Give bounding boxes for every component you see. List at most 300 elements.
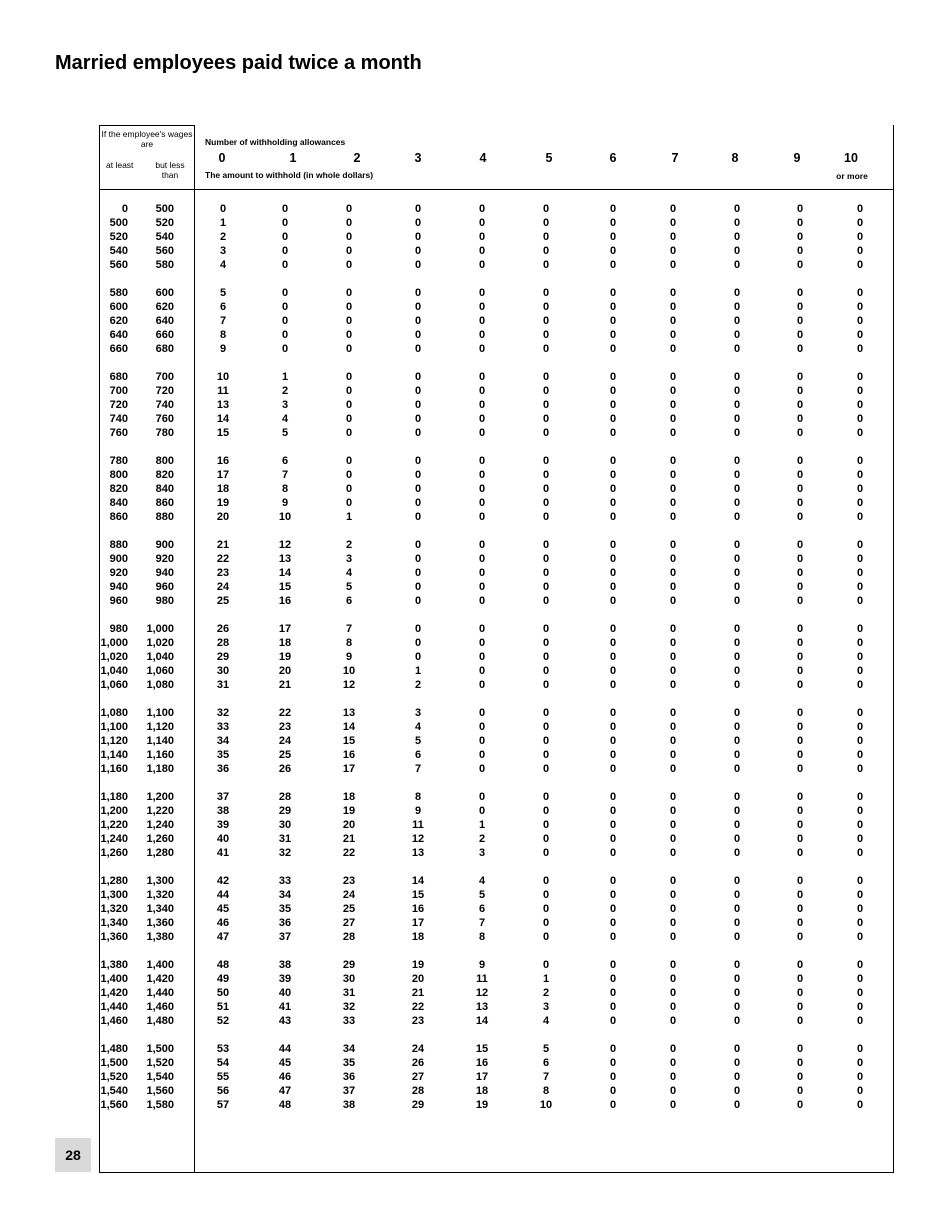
wage-at-least: 900: [109, 553, 128, 565]
allowance-column-header: 2: [353, 151, 361, 165]
wage-but-less-than: 940: [155, 567, 174, 579]
withholding-amount: 0: [796, 763, 804, 775]
withholding-amount: 25: [278, 749, 292, 761]
wage-at-least: 1,440: [100, 1001, 128, 1013]
withholding-amount: 6: [478, 903, 486, 915]
withholding-amount: 49: [216, 973, 230, 985]
withholding-amount: 0: [669, 791, 677, 803]
withholding-amount: 0: [542, 413, 550, 425]
withholding-amount: 0: [733, 217, 741, 229]
withholding-amount: 0: [542, 581, 550, 593]
withholding-amount: 0: [669, 973, 677, 985]
withholding-amount: 0: [733, 847, 741, 859]
but-less-than-label: but less than: [155, 160, 185, 180]
withholding-amount: 0: [669, 623, 677, 635]
withholding-amount: 0: [669, 1001, 677, 1013]
withholding-amount: 0: [733, 511, 741, 523]
withholding-amount: 0: [478, 651, 486, 663]
withholding-amount: 0: [856, 1001, 864, 1013]
withholding-amount: 0: [796, 833, 804, 845]
withholding-amount: 14: [216, 413, 230, 425]
withholding-amount: 18: [278, 637, 292, 649]
withholding-amount: 0: [478, 287, 486, 299]
withholding-amount: 0: [281, 315, 289, 327]
withholding-amount: 0: [542, 791, 550, 803]
withholding-amount: 0: [669, 651, 677, 663]
withholding-amount: 0: [856, 1099, 864, 1111]
withholding-amount: 2: [345, 539, 353, 551]
withholding-amount: 12: [475, 987, 489, 999]
at-least-label: at least: [106, 160, 134, 170]
wage-but-less-than: 1,580: [146, 1099, 174, 1111]
withholding-amount: 0: [478, 553, 486, 565]
withholding-amount: 0: [345, 231, 353, 243]
withholding-amount: 0: [796, 385, 804, 397]
withholding-amount: 8: [542, 1085, 550, 1097]
withholding-amount: 0: [856, 413, 864, 425]
withholding-amount: 29: [216, 651, 230, 663]
withholding-amount: 0: [669, 287, 677, 299]
wage-at-least: 940: [109, 581, 128, 593]
withholding-amount: 22: [216, 553, 230, 565]
wage-at-least: 520: [109, 231, 128, 243]
withholding-amount: 0: [796, 231, 804, 243]
wage-at-least: 1,040: [100, 665, 128, 677]
withholding-amount: 0: [856, 343, 864, 355]
withholding-amount: 4: [478, 875, 486, 887]
withholding-amount: 29: [278, 805, 292, 817]
withholding-amount: 0: [856, 203, 864, 215]
withholding-amount: 0: [609, 679, 617, 691]
wage-but-less-than: 540: [155, 231, 174, 243]
withholding-amount: 0: [733, 539, 741, 551]
withholding-amount: 0: [796, 329, 804, 341]
withholding-amount: 16: [216, 455, 230, 467]
withholding-amount: 0: [733, 581, 741, 593]
withholding-amount: 0: [796, 399, 804, 411]
withholding-amount: 26: [278, 763, 292, 775]
withholding-amount: 28: [342, 931, 356, 943]
withholding-amount: 0: [796, 469, 804, 481]
withholding-amount: 4: [281, 413, 289, 425]
withholding-amount: 0: [542, 315, 550, 327]
withholding-amount: 47: [278, 1085, 292, 1097]
withholding-amount: 10: [539, 1099, 553, 1111]
withholding-amount: 11: [217, 385, 229, 397]
withholding-amount: 8: [414, 791, 422, 803]
withholding-amount: 28: [216, 637, 230, 649]
withholding-amount: 0: [414, 469, 422, 481]
withholding-amount: 48: [216, 959, 230, 971]
wage-at-least: 500: [109, 217, 128, 229]
wage-at-least: 1,160: [100, 763, 128, 775]
withholding-amount: 0: [542, 497, 550, 509]
wage-at-least: 820: [109, 483, 128, 495]
withholding-amount: 0: [345, 329, 353, 341]
withholding-amount: 3: [478, 847, 486, 859]
withholding-amount: 0: [414, 413, 422, 425]
withholding-amount: 39: [216, 819, 230, 831]
wage-at-least: 1,460: [100, 1015, 128, 1027]
withholding-amount: 0: [796, 539, 804, 551]
withholding-amount: 36: [278, 917, 292, 929]
wage-but-less-than: 600: [155, 287, 174, 299]
withholding-amount: 0: [609, 301, 617, 313]
withholding-amount: 0: [733, 371, 741, 383]
withholding-amount: 0: [796, 1099, 804, 1111]
withholding-amount: 7: [542, 1071, 550, 1083]
wage-at-least: 620: [109, 315, 128, 327]
withholding-amount: 0: [414, 329, 422, 341]
withholding-amount: 0: [733, 973, 741, 985]
wage-at-least: 1,240: [100, 833, 128, 845]
withholding-amount: 17: [278, 623, 292, 635]
withholding-amount: 0: [345, 245, 353, 257]
wage-at-least: 1,400: [100, 973, 128, 985]
wage-but-less-than: 1,480: [146, 1015, 174, 1027]
withholding-amount: 0: [609, 217, 617, 229]
wage-but-less-than: 560: [155, 245, 174, 257]
withholding-amount: 0: [609, 245, 617, 257]
withholding-amount: 0: [733, 987, 741, 999]
withholding-amount: 0: [478, 567, 486, 579]
withholding-amount: 0: [733, 553, 741, 565]
withholding-amount: 20: [216, 511, 230, 523]
withholding-amount: 18: [216, 483, 230, 495]
wage-at-least: 1,380: [100, 959, 128, 971]
allowance-column-header: 1: [289, 151, 297, 165]
withholding-amount: 0: [609, 707, 617, 719]
withholding-amount: 0: [856, 245, 864, 257]
withholding-amount: 0: [796, 483, 804, 495]
withholding-amount: 0: [796, 1071, 804, 1083]
withholding-amount: 3: [281, 399, 289, 411]
withholding-amount: 0: [478, 511, 486, 523]
withholding-amount: 4: [219, 259, 227, 271]
wage-at-least: 1,000: [100, 637, 128, 649]
withholding-amount: 24: [278, 735, 292, 747]
withholding-amount: 0: [669, 399, 677, 411]
withholding-amount: 0: [733, 959, 741, 971]
wage-but-less-than: 1,560: [146, 1085, 174, 1097]
withholding-amount: 0: [669, 203, 677, 215]
withholding-amount: 0: [669, 231, 677, 243]
wage-but-less-than: 880: [155, 511, 174, 523]
withholding-amount: 56: [216, 1085, 230, 1097]
withholding-amount: 0: [733, 287, 741, 299]
withholding-amount: 0: [669, 1071, 677, 1083]
withholding-amount: 35: [278, 903, 292, 915]
withholding-amount: 7: [414, 763, 422, 775]
withholding-amount: 0: [478, 203, 486, 215]
withholding-amount: 0: [796, 455, 804, 467]
withholding-amount: 0: [733, 469, 741, 481]
wage-but-less-than: 1,140: [146, 735, 174, 747]
withholding-amount: 0: [414, 651, 422, 663]
withholding-amount: 0: [478, 455, 486, 467]
withholding-amount: 5: [345, 581, 353, 593]
wage-at-least: 1,420: [100, 987, 128, 999]
withholding-amount: 0: [796, 749, 804, 761]
withholding-amount: 24: [411, 1043, 425, 1055]
withholding-amount: 0: [669, 413, 677, 425]
withholding-amount: 0: [542, 203, 550, 215]
withholding-amount: 0: [856, 1085, 864, 1097]
wage-at-least: 860: [109, 511, 128, 523]
withholding-amount: 0: [669, 217, 677, 229]
withholding-amount: 0: [345, 343, 353, 355]
withholding-amount: 0: [542, 903, 550, 915]
withholding-amount: 0: [856, 875, 864, 887]
withholding-amount: 1: [219, 217, 227, 229]
withholding-amount: 0: [478, 721, 486, 733]
withholding-amount: 0: [733, 455, 741, 467]
withholding-amount: 28: [411, 1085, 425, 1097]
withholding-amount: 0: [733, 413, 741, 425]
withholding-amount: 0: [669, 301, 677, 313]
withholding-amount: 0: [609, 763, 617, 775]
withholding-amount: 35: [216, 749, 230, 761]
withholding-amount: 0: [414, 287, 422, 299]
withholding-amount: 0: [669, 805, 677, 817]
withholding-amount: 0: [733, 315, 741, 327]
withholding-amount: 24: [216, 581, 230, 593]
withholding-amount: 13: [216, 399, 230, 411]
withholding-amount: 0: [609, 791, 617, 803]
withholding-amount: 0: [733, 301, 741, 313]
withholding-amount: 0: [345, 259, 353, 271]
withholding-amount: 0: [414, 511, 422, 523]
withholding-amount: 0: [733, 763, 741, 775]
withholding-amount: 0: [609, 413, 617, 425]
withholding-amount: 0: [669, 665, 677, 677]
withholding-amount: 0: [669, 329, 677, 341]
withholding-amount: 0: [669, 833, 677, 845]
withholding-amount: 0: [669, 553, 677, 565]
wage-but-less-than: 780: [155, 427, 174, 439]
withholding-amount: 0: [609, 847, 617, 859]
withholding-amount: 55: [216, 1071, 230, 1083]
withholding-amount: 0: [414, 427, 422, 439]
withholding-amount: 0: [796, 1001, 804, 1013]
withholding-amount: 0: [796, 973, 804, 985]
withholding-amount: 0: [414, 567, 422, 579]
wage-but-less-than: 1,220: [146, 805, 174, 817]
wage-at-least: 880: [109, 539, 128, 551]
wage-but-less-than: 1,380: [146, 931, 174, 943]
withholding-amount: 0: [733, 483, 741, 495]
withholding-amount: 9: [414, 805, 422, 817]
withholding-amount: 0: [733, 679, 741, 691]
withholding-amount: 19: [342, 805, 356, 817]
withholding-amount: 0: [733, 707, 741, 719]
withholding-amount: 0: [542, 917, 550, 929]
withholding-amount: 7: [345, 623, 353, 635]
withholding-amount: 1: [478, 819, 486, 831]
withholding-amount: 15: [216, 427, 230, 439]
withholding-amount: 0: [796, 623, 804, 635]
withholding-amount: 0: [856, 651, 864, 663]
wage-at-least: 1,560: [100, 1099, 128, 1111]
withholding-amount: 0: [796, 1057, 804, 1069]
wage-but-less-than: 1,060: [146, 665, 174, 677]
withholding-amount: 0: [478, 469, 486, 481]
withholding-amount: 8: [478, 931, 486, 943]
wage-but-less-than: 500: [155, 203, 174, 215]
withholding-amount: 16: [278, 595, 292, 607]
withholding-amount: 0: [414, 497, 422, 509]
withholding-amount: 0: [733, 665, 741, 677]
withholding-amount: 0: [542, 329, 550, 341]
wage-at-least: 960: [109, 595, 128, 607]
wage-at-least: 1,340: [100, 917, 128, 929]
wage-but-less-than: 1,080: [146, 679, 174, 691]
withholding-amount: 22: [278, 707, 292, 719]
wage-but-less-than: 620: [155, 301, 174, 313]
withholding-amount: 0: [281, 301, 289, 313]
wage-but-less-than: 1,540: [146, 1071, 174, 1083]
withholding-amount: 0: [609, 637, 617, 649]
withholding-amount: 0: [856, 987, 864, 999]
withholding-amount: 6: [414, 749, 422, 761]
withholding-amount: 0: [856, 553, 864, 565]
withholding-amount: 33: [216, 721, 230, 733]
withholding-amount: 0: [345, 217, 353, 229]
wage-at-least: 720: [109, 399, 128, 411]
withholding-amount: 5: [542, 1043, 550, 1055]
wage-at-least: 1,220: [100, 819, 128, 831]
wage-but-less-than: 860: [155, 497, 174, 509]
withholding-amount: 0: [542, 553, 550, 565]
withholding-amount: 0: [478, 679, 486, 691]
withholding-amount: 0: [281, 329, 289, 341]
withholding-amount: 0: [478, 665, 486, 677]
withholding-amount: 12: [411, 833, 425, 845]
withholding-amount: 0: [733, 385, 741, 397]
wage-but-less-than: 640: [155, 315, 174, 327]
withholding-amount: 1: [542, 973, 550, 985]
withholding-amount: 7: [478, 917, 486, 929]
wages-label: If the employee's wages are: [101, 129, 193, 149]
wage-but-less-than: 1,320: [146, 889, 174, 901]
withholding-amount: 0: [796, 343, 804, 355]
withholding-amount: 2: [414, 679, 422, 691]
withholding-amount: 0: [733, 1015, 741, 1027]
withholding-amount: 0: [733, 889, 741, 901]
withholding-amount: 0: [542, 637, 550, 649]
wage-but-less-than: 800: [155, 455, 174, 467]
page-title: Married employees paid twice a month: [55, 52, 422, 74]
withholding-amount: 0: [609, 903, 617, 915]
withholding-amount: 0: [856, 805, 864, 817]
withholding-amount: 31: [216, 679, 230, 691]
withholding-amount: 0: [478, 413, 486, 425]
withholding-amount: 0: [345, 483, 353, 495]
withholding-amount: 0: [669, 511, 677, 523]
withholding-amount: 0: [669, 1085, 677, 1097]
withholding-amount: 0: [856, 735, 864, 747]
withholding-amount: 0: [414, 539, 422, 551]
withholding-amount: 0: [281, 203, 289, 215]
withholding-amount: 0: [478, 539, 486, 551]
withholding-amount: 0: [609, 721, 617, 733]
withholding-amount: 0: [542, 805, 550, 817]
withholding-amount: 14: [475, 1015, 489, 1027]
withholding-amount: 0: [669, 315, 677, 327]
withholding-amount: 0: [856, 917, 864, 929]
withholding-amount: 0: [733, 875, 741, 887]
withholding-amount: 0: [733, 1001, 741, 1013]
withholding-amount: 0: [856, 1015, 864, 1027]
wage-but-less-than: 1,280: [146, 847, 174, 859]
withholding-amount: 0: [609, 553, 617, 565]
withholding-amount: 27: [342, 917, 356, 929]
withholding-amount: 0: [733, 819, 741, 831]
withholding-amount: 0: [609, 469, 617, 481]
wage-but-less-than: 1,020: [146, 637, 174, 649]
withholding-amount: 0: [856, 231, 864, 243]
wage-but-less-than: 700: [155, 371, 174, 383]
withholding-amount: 54: [216, 1057, 230, 1069]
wage-but-less-than: 1,520: [146, 1057, 174, 1069]
withholding-amount: 16: [342, 749, 356, 761]
withholding-amount: 0: [609, 1057, 617, 1069]
withholding-amount: 0: [669, 721, 677, 733]
withholding-amount: 0: [856, 903, 864, 915]
withholding-amount: 0: [542, 665, 550, 677]
withholding-amount: 0: [281, 287, 289, 299]
withholding-amount: 0: [856, 973, 864, 985]
withholding-amount: 0: [414, 553, 422, 565]
wage-at-least: 1,500: [100, 1057, 128, 1069]
withholding-amount: 5: [219, 287, 227, 299]
withholding-amount: 0: [733, 259, 741, 271]
withholding-amount: 0: [542, 511, 550, 523]
withholding-amount: 0: [669, 735, 677, 747]
withholding-amount: 6: [219, 301, 227, 313]
withholding-amount: 1: [414, 665, 422, 677]
withholding-amount: 0: [609, 987, 617, 999]
withholding-amount: 0: [669, 679, 677, 691]
withholding-amount: 0: [669, 343, 677, 355]
withholding-amount: 0: [542, 875, 550, 887]
withholding-amount: 19: [216, 497, 230, 509]
withholding-amount: 0: [733, 567, 741, 579]
withholding-amount: 0: [669, 1015, 677, 1027]
withholding-amount: 0: [609, 735, 617, 747]
wage-at-least: 740: [109, 413, 128, 425]
withholding-amount: 10: [342, 665, 356, 677]
withholding-amount: 15: [411, 889, 425, 901]
withholding-amount: 40: [216, 833, 230, 845]
withholding-amount: 0: [478, 497, 486, 509]
withholding-amount: 0: [856, 483, 864, 495]
withholding-amount: 10: [216, 371, 230, 383]
withholding-amount: 42: [216, 875, 230, 887]
withholding-amount: 0: [669, 875, 677, 887]
withholding-amount: 22: [342, 847, 356, 859]
withholding-amount: 0: [856, 1043, 864, 1055]
wage-at-least: 1,520: [100, 1071, 128, 1083]
withholding-amount: 0: [856, 707, 864, 719]
withholding-amount: 23: [342, 875, 356, 887]
withholding-amount: 1: [345, 511, 353, 523]
withholding-amount: 2: [478, 833, 486, 845]
wage-at-least: 800: [109, 469, 128, 481]
withholding-amount: 0: [796, 301, 804, 313]
withholding-amount: 0: [796, 707, 804, 719]
wage-but-less-than: 820: [155, 469, 174, 481]
